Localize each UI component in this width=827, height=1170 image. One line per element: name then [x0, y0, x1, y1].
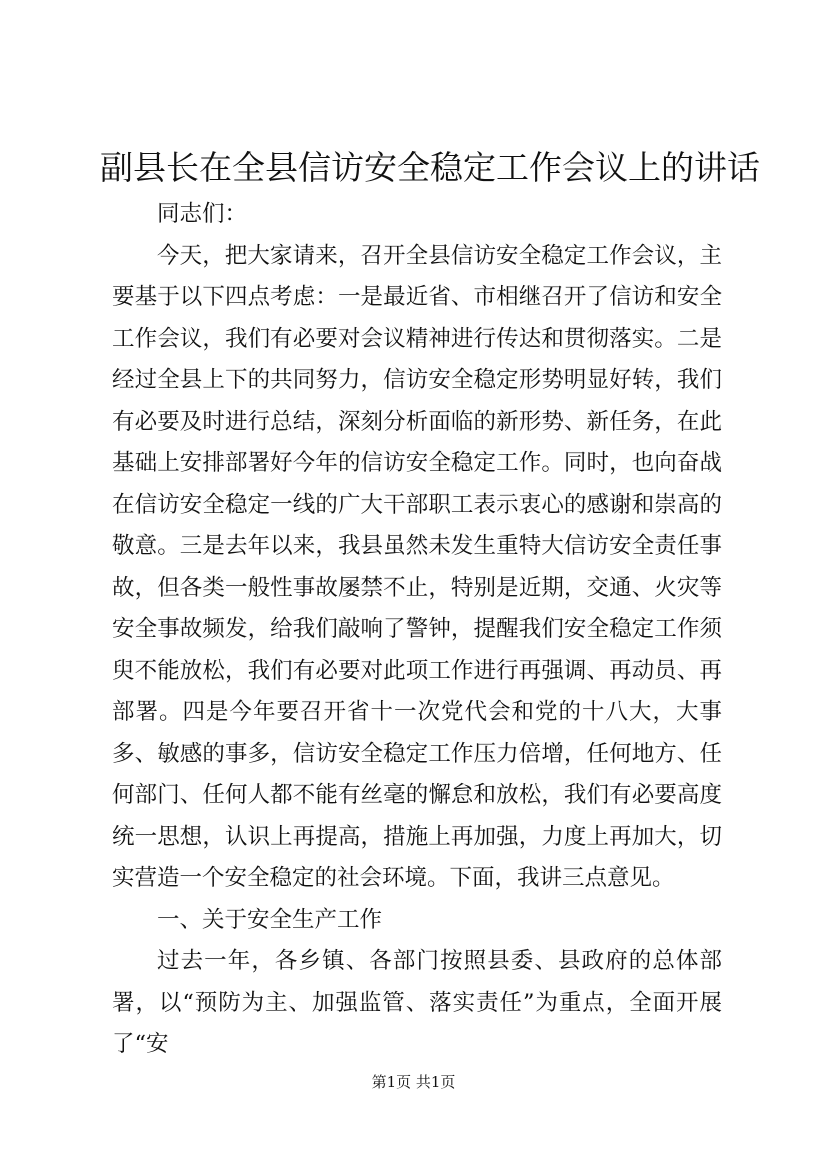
section-paragraph: 过去一年，各乡镇、各部门按照县委、县政府的总体部署，以“预防为主、加强监管、落实责任”为重点，全面开展了“安 [112, 948, 722, 1057]
document-body [112, 194, 722, 1066]
page-footer: 第1页 共1页 [371, 1073, 456, 1091]
document-title: 副县长在全县信访安全稳定工作会议上的讲话 [100, 148, 760, 187]
intro-paragraph: 今天，把大家请来，召开全县信访安全稳定工作会议，主要基于以下四点考虑：一是最近省、市相继召开了信访和安全工作会议，我们有必要对会议精神进行传达和贯彻落实。二是经过全县上下的共同努力，信访安全稳定形势明显好转，我们有必要及时进行总结，深刻分析面临的新形势、新任务，在此基础上安排部署好今年的信访安全稳定工作。同时，也向奋战在信访安全稳定一线的广大干部职工表示衷心的感谢和崇高的敬意。三是去年以来，我县虽然未发生重特大信访安全责任事故，但各类一般性事故屡禁不止，特别是近期，交通、火灾等安全事故频发，给我们敲响了警钟，提醒我们安全稳定工作须臾不能放松，我们有必要对此项工作进行再强调、再动员、再部署。四是今年要召开省十一次党代会和党的十八大，大事多、敏感的事多，信访安全稳定工作压力倍增，任何地方、任何部门、任何人都不能有丝毫的懈怠和放松，我们有必要高度统一思想，认识上再提高，措施上再加强，力度上再加大，切实营造一个安全稳定的社会环境。下面，我讲三点意见。 [112, 242, 722, 891]
section-heading: 一、关于安全生产工作 [157, 906, 383, 933]
salutation-paragraph: 同志们： [157, 201, 248, 227]
